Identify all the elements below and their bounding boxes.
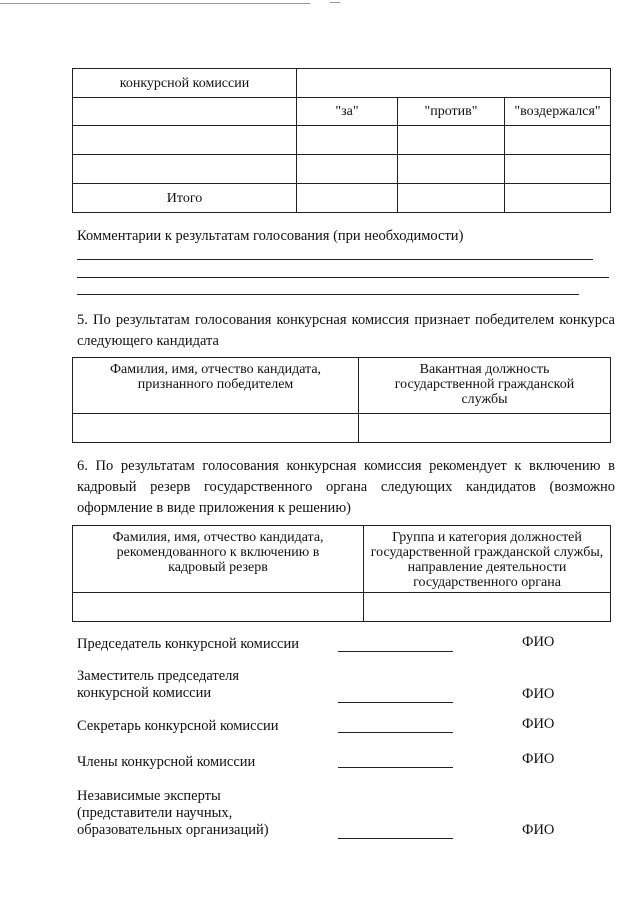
table-row [73,184,611,213]
column-abstain-header: "воздержался" [505,98,611,126]
comment-line [77,294,579,295]
table-cell [505,155,611,184]
section-5-text: 5. По результатам голосования конкурсная комиссия признает победителем конкурса следующего кандидата [77,312,615,349]
table-row [73,593,611,622]
table-row [73,358,611,414]
section-6-text: 6. По результатам голосования конкурсная комиссия рекомендует к включению в кадровый резерв государственного органа следующих кандидатов (возможно оформление в виде приложения к решению) [77,458,615,516]
table-row [73,414,611,443]
comments-label: Комментарии к результатам голосования (при необходимости) [77,228,464,244]
deputy-fio: ФИО [522,686,555,702]
deputy-signature-line [338,702,453,703]
top-page-mark [330,2,340,3]
table-cell [398,155,505,184]
table-cell [359,414,611,443]
deputy-label: Заместитель председателя конкурсной комиссии [77,668,240,701]
comment-line [77,259,593,260]
table-cell [73,98,297,126]
table-row [73,155,611,184]
table-row [73,526,611,593]
chairman-signature-line [338,651,453,652]
experts-fio: ФИО [522,822,555,838]
table-cell [297,184,398,213]
votes-header-cell [297,69,611,98]
winner-table [72,357,611,443]
table-row [73,69,611,98]
winner-name-header: Фамилия, имя, отчество кандидата, признанного победителем [73,358,359,414]
table-cell [364,593,611,622]
members-signature-line [338,767,453,768]
column-against-header: "против" [398,98,505,126]
table-cell [505,184,611,213]
members-fio: ФИО [522,751,555,767]
members-label: Члены конкурсной комиссии [77,754,256,770]
table-cell [73,155,297,184]
table-row [73,98,611,126]
voting-results-table [72,68,611,213]
table-cell [73,126,297,155]
table-cell [73,593,364,622]
reserve-name-header: Фамилия, имя, отчество кандидата, рекомендованного к включению в кадровый резерв [73,526,364,593]
commission-header-cell: конкурсной комиссии [73,69,297,98]
column-for-header: "за" [297,98,398,126]
reserve-table [72,525,611,622]
experts-label: Независимые эксперты (представители научных, образовательных организаций) [77,788,269,838]
table-cell [297,126,398,155]
position-group-header: Группа и категория должностей государственной гражданской службы, направление деятельности государственного органа [364,526,611,593]
secretary-signature-line [338,732,453,733]
table-cell [505,126,611,155]
chairman-label: Председатель конкурсной комиссии [77,636,299,652]
table-cell [398,126,505,155]
table-cell [73,414,359,443]
comment-line [77,277,609,278]
secretary-label: Секретарь конкурсной комиссии [77,718,279,734]
total-label-cell: Итого [73,184,297,213]
table-row [73,126,611,155]
table-cell [398,184,505,213]
vacant-position-header: Вакантная должность государственной гражданской службы [359,358,611,414]
chairman-fio: ФИО [522,634,555,650]
secretary-fio: ФИО [522,716,555,732]
top-page-rule [0,3,310,4]
table-cell [297,155,398,184]
experts-signature-line [338,838,453,839]
